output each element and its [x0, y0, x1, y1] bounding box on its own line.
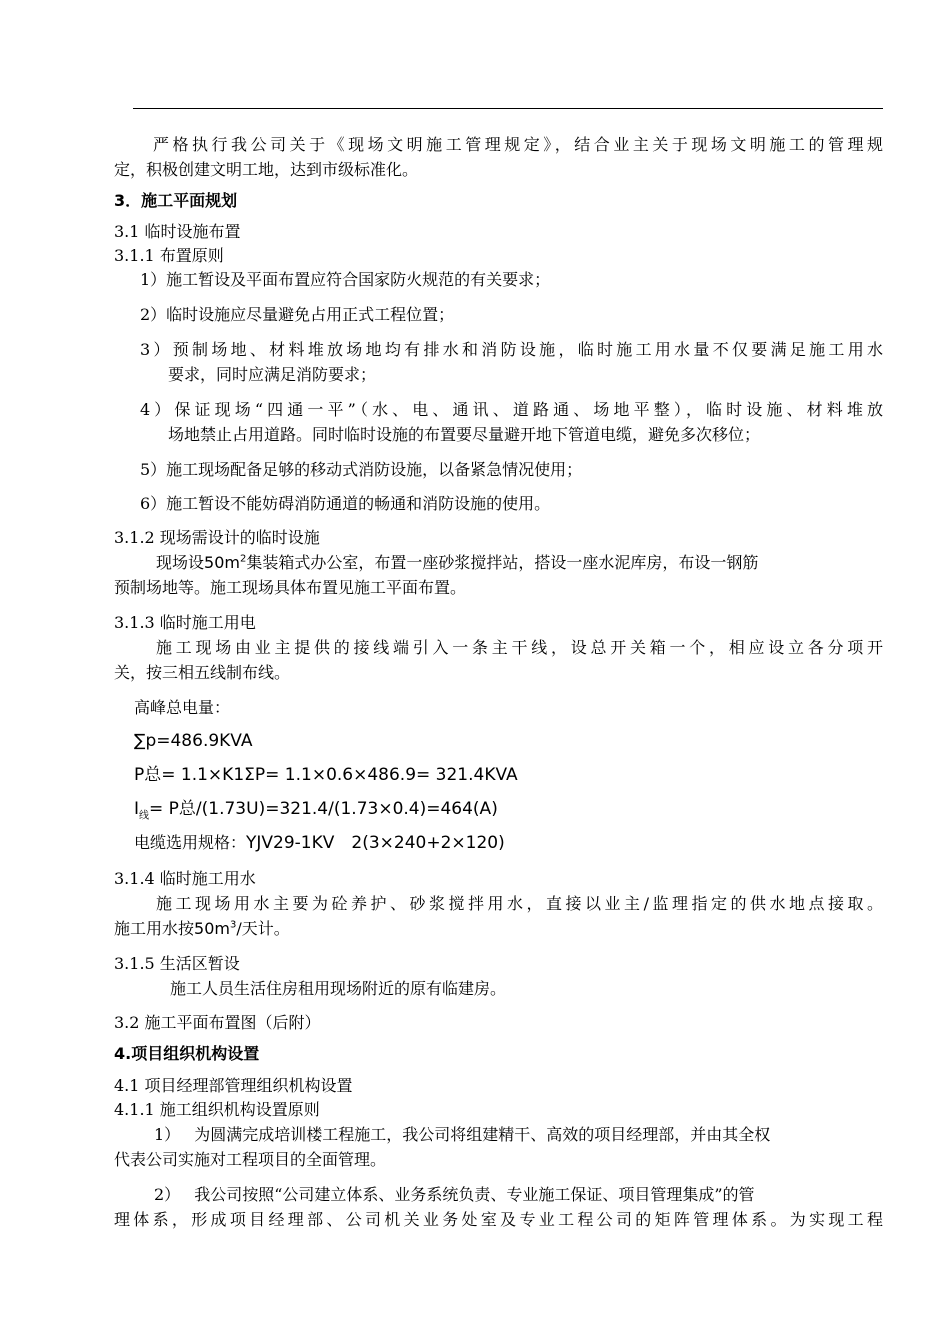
principle-item-1: 1）施工暂设及平面布置应符合国家防火规范的有关要求； [140, 270, 551, 289]
principle-paragraph-1-line-2: 代表公司实施对工程项目的全面管理。 [114, 1150, 387, 1169]
header-rule [133, 108, 883, 109]
principle-paragraph-2-line-2: 理体系，形成项目经理部、公司机关业务处室及专业工程公司的矩阵管理体系。为实现工程 [114, 1210, 883, 1229]
subsection-heading-3-1-3: 3.1.3 临时施工用电 [114, 613, 256, 632]
formula-total-power: ∑p=486.9KVA [134, 731, 253, 751]
facilities-paragraph-line-1: 现场设$50m^2$集装箱式办公室，布置一座砂浆搅拌站，搭设一座水泥库房，布设一钢筋 [156, 553, 759, 572]
intro-paragraph-line-2: 定，积极创建文明工地，达到市级标准化。 [114, 160, 419, 179]
principle-paragraph-2-line-1: 2） 我公司按照“公司建立体系、业务系统负责、专业施工保证、项目管理集成”的管 [154, 1185, 755, 1204]
subsection-heading-4-1: 4.1 项目经理部管理组织机构设置 [114, 1076, 353, 1095]
power-paragraph-line-2: 关，按三相五线制布线。 [114, 663, 291, 682]
formula-p-total: P总= 1.1×K1ΣP= 1.1×0.6×486.9= 321.4KVA [134, 765, 518, 785]
principle-item-6: 6）施工暂设不能妨碍消防通道的畅通和消防设施的使用。 [140, 494, 551, 513]
peak-power-label: 高峰总电量： [134, 698, 231, 717]
principle-item-2: 2）临时设施应尽量避免占用正式工程位置； [140, 305, 455, 324]
section-heading-3: 3．施工平面规划 [114, 191, 238, 210]
subsection-heading-3-2: 3.2 施工平面布置图（后附） [114, 1013, 321, 1032]
principle-item-4-line-1: 4）保证现场“四通一平”（水、电、通讯、道路通、场地平整），临时设施、材料堆放 [140, 400, 883, 419]
subsection-heading-3-1-1: 3.1.1 布置原则 [114, 246, 224, 265]
formula-current: $I_线= P$总/(1.73U)=321.4/(1.73×0.4)=464(A) [134, 799, 498, 822]
subsection-heading-4-1-1: 4.1.1 施工组织机构设置原则 [114, 1100, 320, 1119]
intro-paragraph-line-1: 严格执行我公司关于《现场文明施工管理规定》，结合业主关于现场文明施工的管理规 [153, 135, 883, 154]
power-paragraph-line-1: 施工现场由业主提供的接线端引入一条主干线，设总开关箱一个，相应设立各分项开 [156, 638, 883, 657]
subsection-heading-3-1-4: 3.1.4 临时施工用水 [114, 869, 256, 888]
cable-spec-line: 电缆选用规格：YJV29-1KV 2(3×240+2×120) [134, 833, 505, 853]
water-paragraph-line-1: 施工现场用水主要为砼养护、砂浆搅拌用水，直接以业主/监理指定的供水地点接取。 [156, 894, 883, 913]
subsection-heading-3-1-2: 3.1.2 现场需设计的临时设施 [114, 528, 320, 547]
facilities-paragraph-line-2: 预制场地等。施工现场具体布置见施工平面布置。 [114, 578, 467, 597]
subsection-heading-3-1: 3.1 临时设施布置 [114, 222, 241, 241]
principle-item-3-line-1: 3）预制场地、材料堆放场地均有排水和消防设施，临时施工用水量不仅要满足施工用水 [140, 340, 883, 359]
section-heading-4: 4.项目组织机构设置 [114, 1044, 260, 1063]
principle-item-4-line-2: 场地禁止占用道路。同时临时设施的布置要尽量避开地下管道电缆，避免多次移位； [168, 425, 761, 444]
living-area-paragraph: 施工人员生活住房租用现场附近的原有临建房。 [170, 979, 507, 998]
principle-item-5: 5）施工现场配备足够的移动式消防设施，以备紧急情况使用； [140, 460, 583, 479]
subsection-heading-3-1-5: 3.1.5 生活区暂设 [114, 954, 240, 973]
principle-paragraph-1-line-1: 1） 为圆满完成培训楼工程施工，我公司将组建精干、高效的项目经理部，并由其全权 [154, 1125, 771, 1144]
water-paragraph-line-2: 施工用水按$50m^3/$天计。 [114, 919, 290, 938]
principle-item-3-line-2: 要求，同时应满足消防要求； [168, 365, 377, 384]
